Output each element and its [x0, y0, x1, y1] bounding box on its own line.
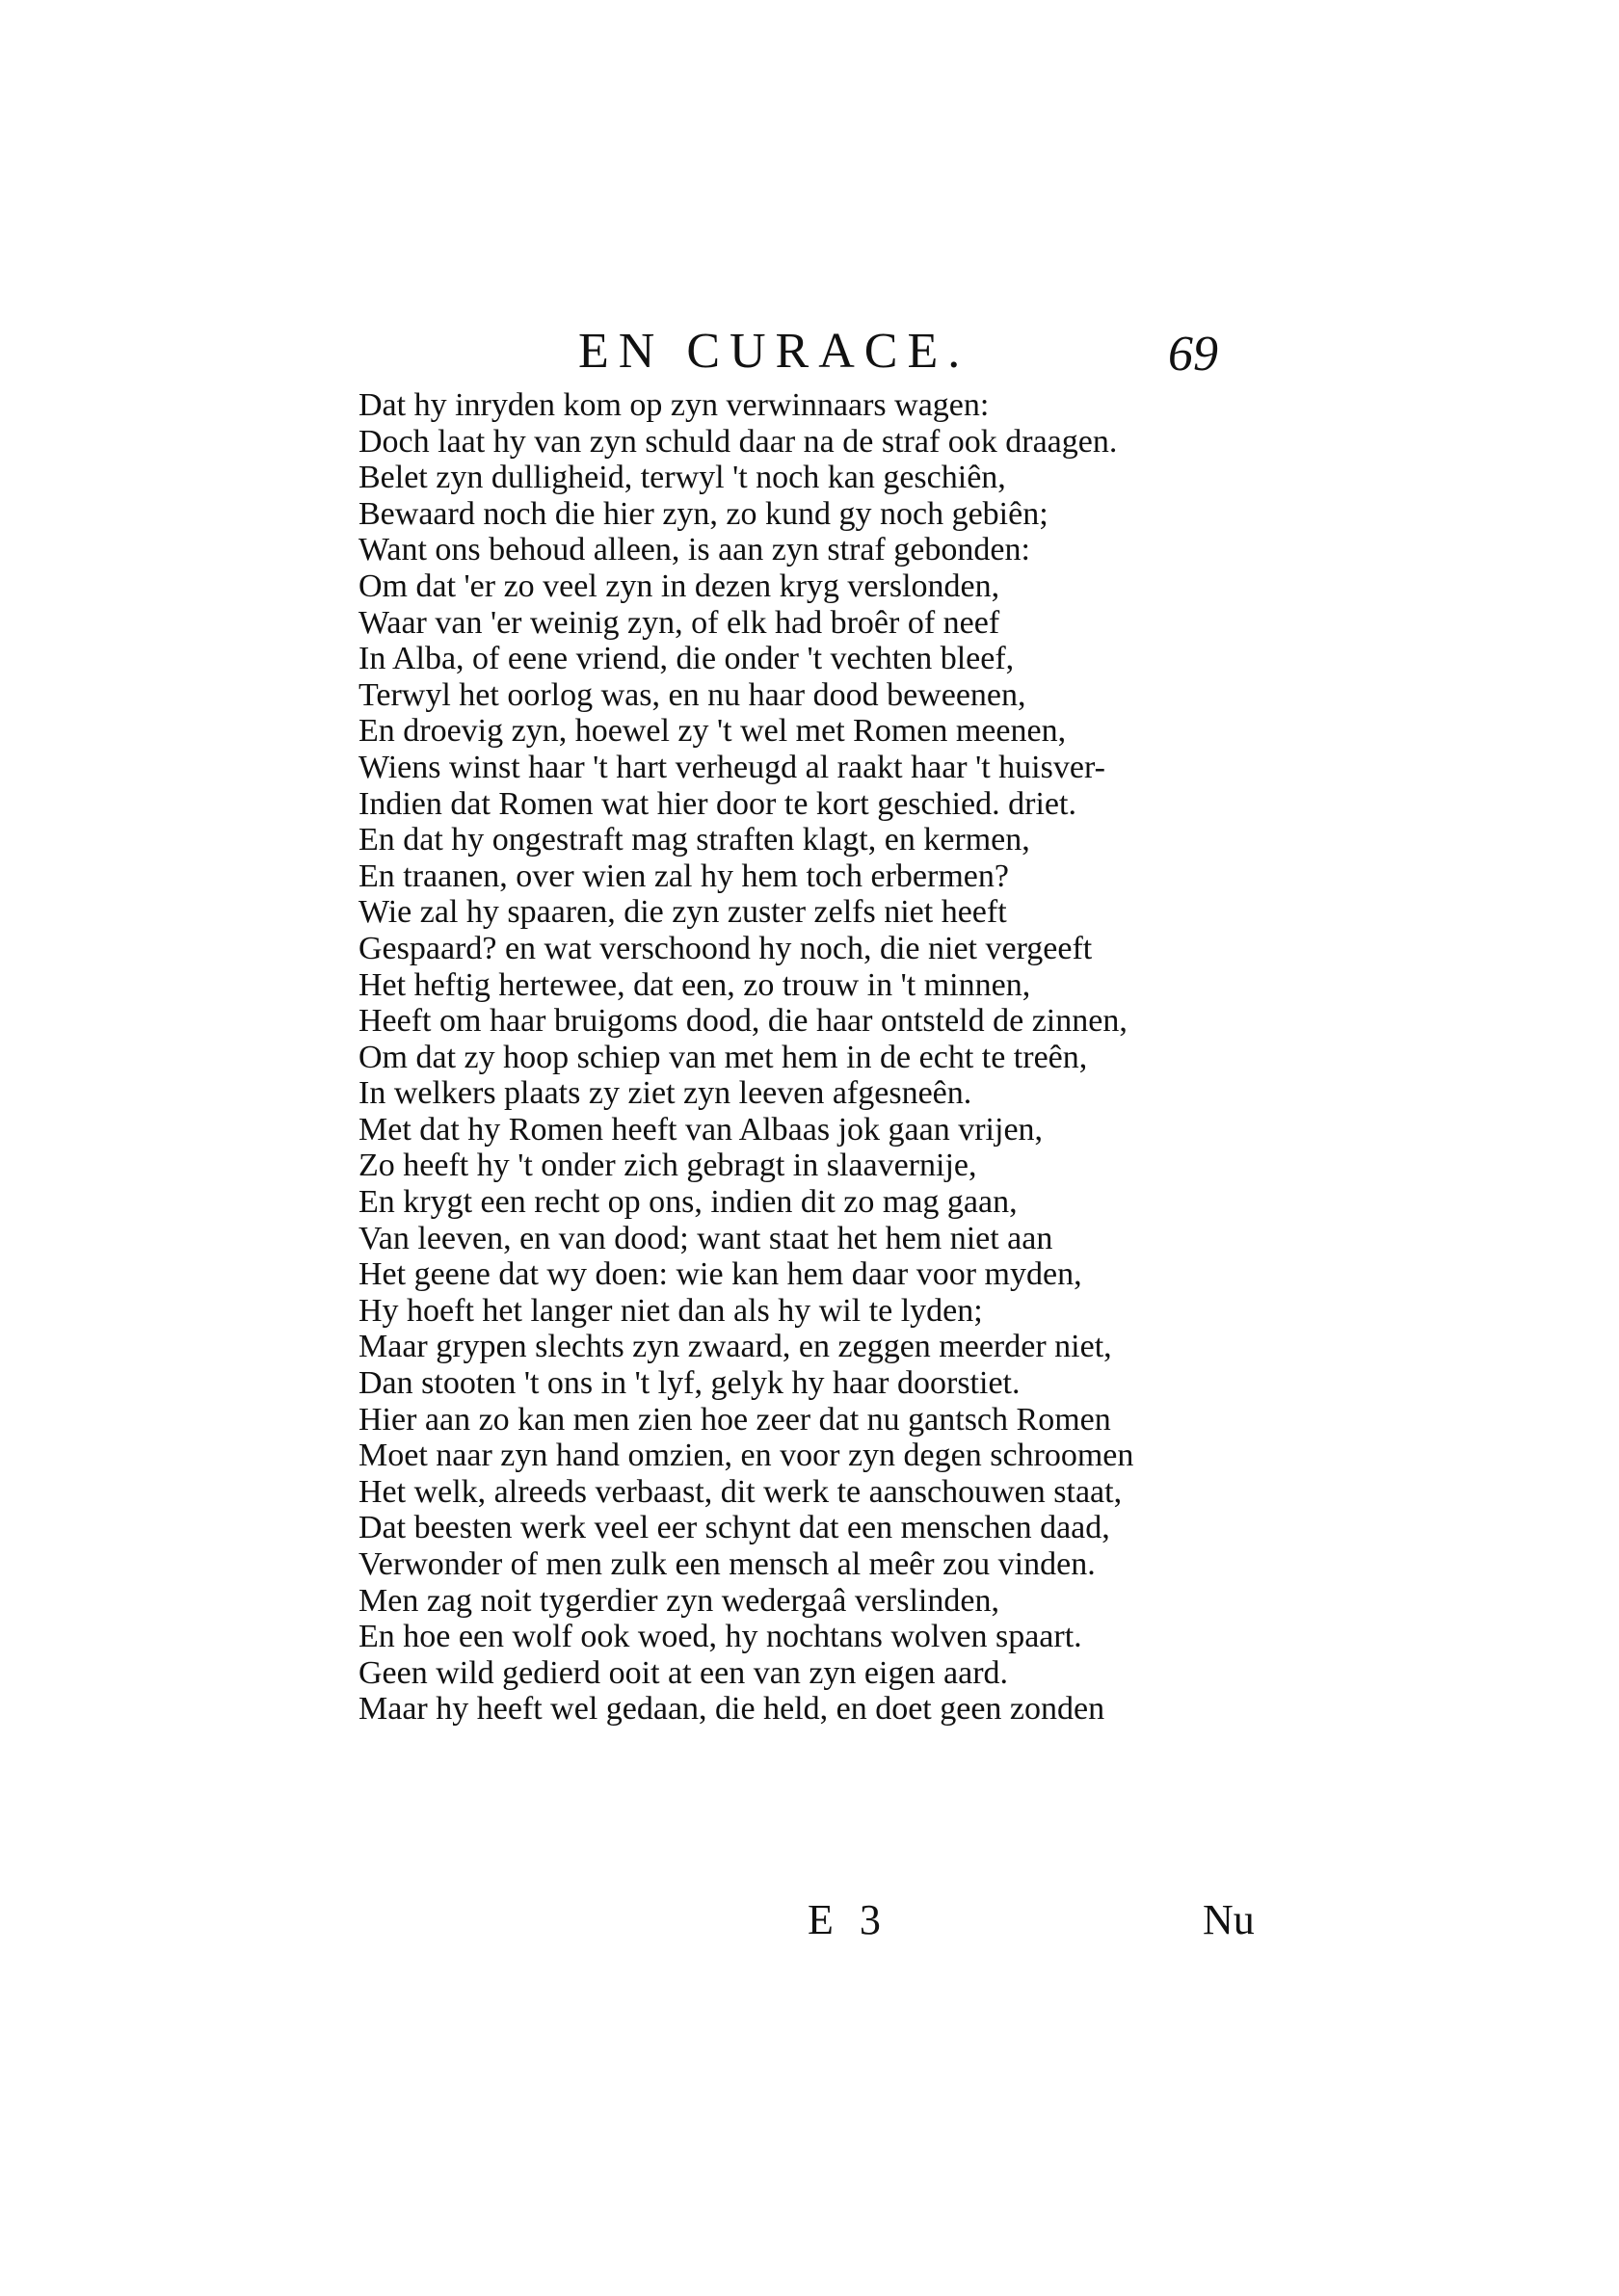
verse-line: [358, 1691, 1284, 1728]
verse-line-text: Bewaard noch die hier zyn, zo kund gy noch gebiên;: [358, 495, 1048, 532]
verse-line: [358, 1329, 1284, 1365]
verse-line: [358, 1583, 1284, 1620]
verse-line-text: Zo heeft hy 't onder zich gebragt in slaavernije,: [358, 1148, 977, 1184]
verse-line: [358, 1546, 1284, 1583]
verse-line-text: Heeft om haar bruigoms dood, die haar ontsteld de zinnen,: [358, 1003, 1128, 1040]
verse-line-text: Maar grypen slechts zyn zwaard, en zeggen meerder niet,: [358, 1329, 1112, 1365]
verse-line-text: Gespaard? en wat verschoond hy noch, die niet vergeeft: [358, 930, 1093, 966]
verse-line-text: Waar van 'er weinig zyn, of elk had broêr of neef: [358, 604, 1000, 641]
verse-line: [358, 1040, 1284, 1076]
verse-line-text: In welkers plaats zy ziet zyn leeven afgesneên.: [358, 1075, 972, 1112]
verse-line: [358, 1619, 1284, 1655]
verse-line: [358, 532, 1284, 568]
verse-line: [358, 1293, 1284, 1330]
verse-line-text: Dan stooten 't ons in 't lyf, gelyk hy haar doorstiet.: [358, 1365, 1021, 1402]
verse-line: [358, 1655, 1284, 1692]
verse-line-text: In Alba, of eene vriend, die onder 't vechten bleef,: [358, 641, 1015, 677]
verse-line: [358, 786, 1284, 823]
verse-line-text: En dat hy ongestraft mag straften klagt, en kermen,: [358, 822, 1030, 858]
verse-line-text: Dat beesten werk veel eer schynt dat een menschen daad,: [358, 1510, 1110, 1546]
verse-line-text: En krygt een recht op ons, indien dit zo mag gaan,: [358, 1184, 1018, 1221]
verse-line: [358, 460, 1284, 496]
verse-line-text: Om dat 'er zo veel zyn in dezen kryg verslonden,: [358, 567, 1000, 604]
verse-line-text: Verwonder of men zulk een mensch al meêr zou vinden.: [358, 1546, 1096, 1582]
verse-line: [358, 1148, 1284, 1184]
verse-line: [358, 1075, 1284, 1112]
verse-line-text: Met dat hy Romen heeft van Albaas jok gaan vrijen,: [358, 1111, 1044, 1148]
verse-line: [358, 713, 1284, 750]
verse-line: [358, 822, 1284, 858]
verse-line-text: Het welk, alreeds verbaast, dit werk te aanschouwen staat,: [358, 1473, 1123, 1510]
verse-line: [358, 967, 1284, 1004]
running-title: EN CURACE.: [578, 324, 970, 379]
verse-line-text: En traanen, over wien zal hy hem toch erbermen?: [358, 858, 1009, 894]
verse-line-text: En hoe een wolf ook woed, hy nochtans wolven spaart.: [358, 1619, 1082, 1655]
verse-line: [358, 750, 1284, 786]
verse-line-text: Indien dat Romen wat hier door te kort geschied. driet.: [358, 785, 1076, 822]
verse-line-text: En droevig zyn, hoewel zy 't wel met Romen meenen,: [358, 713, 1067, 750]
verse-line: [358, 1365, 1284, 1402]
verse-line: [358, 677, 1284, 714]
verse-line: [358, 1003, 1284, 1040]
catchword: Nu: [1203, 1896, 1255, 1943]
verse-line-text: Maar hy heeft wel gedaan, die held, en doet geen zonden: [358, 1691, 1105, 1728]
verse-line-text: Belet zyn dulligheid, terwyl 't noch kan geschiên,: [358, 460, 1006, 496]
verse-line-text: Men zag noit tygerdier zyn wedergaâ verslinden,: [358, 1582, 999, 1619]
verse-line: [358, 605, 1284, 642]
verse-line: [358, 1402, 1284, 1438]
verse-line-text: Doch laat hy van zyn schuld daar na de straf ook draagen.: [358, 423, 1118, 460]
verse-line-text: Hy hoeft het langer niet dan als hy wil te lyden;: [358, 1292, 983, 1329]
verse-line-text: Terwyl het oorlog was, en nu haar dood beweenen,: [358, 676, 1026, 713]
verse-line-text: Het geene dat wy doen: wie kan hem daar voor myden,: [358, 1256, 1082, 1293]
verse-line: [358, 931, 1284, 967]
verse-line-text: Om dat zy hoop schiep van met hem in de echt te treên,: [358, 1039, 1088, 1075]
verse-text: [358, 387, 1284, 1728]
verse-line-text: Het heftig hertewee, dat een, zo trouw in 't minnen,: [358, 966, 1031, 1003]
verse-line: [358, 1438, 1284, 1474]
verse-line: [358, 1510, 1284, 1546]
signature-mark: E 3: [808, 1896, 889, 1943]
verse-line: [358, 387, 1284, 424]
verse-line-text: Hier aan zo kan men zien hoe zeer dat nu gantsch Romen: [358, 1401, 1111, 1438]
page-number: 69: [1168, 327, 1218, 382]
verse-line: [358, 568, 1284, 605]
verse-line-text: Wiens winst haar 't hart verheugd al raakt haar 't huisver-: [358, 749, 1105, 785]
verse-line: [358, 641, 1284, 677]
verse-line-text: Dat hy inryden kom op zyn verwinnaars wagen:: [358, 387, 990, 423]
verse-line: [358, 1221, 1284, 1257]
verse-line: [358, 496, 1284, 533]
verse-line-text: Geen wild gedierd ooit at een van zyn eigen aard.: [358, 1654, 1009, 1691]
verse-line: [358, 1184, 1284, 1221]
verse-line-text: Want ons behoud alleen, is aan zyn straf gebonden:: [358, 532, 1030, 568]
verse-line: [358, 1256, 1284, 1293]
verse-line-text: Moet naar zyn hand omzien, en voor zyn degen schroomen: [358, 1438, 1134, 1474]
verse-line-text: Van leeven, en van dood; want staat het hem niet aan: [358, 1220, 1053, 1256]
verse-line: [358, 1474, 1284, 1511]
verse-line: [358, 1112, 1284, 1148]
verse-line: [358, 858, 1284, 895]
verse-line: [358, 894, 1284, 931]
verse-line-text: Wie zal hy spaaren, die zyn zuster zelfs niet heeft: [358, 894, 1007, 931]
verse-line: [358, 424, 1284, 461]
